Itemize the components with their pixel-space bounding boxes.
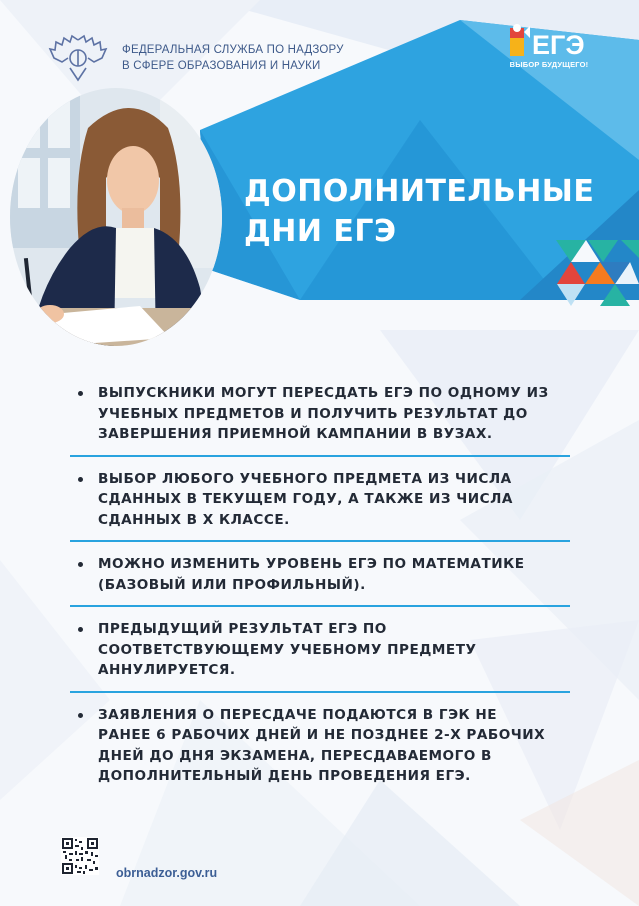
title-line-1: ДОПОЛНИТЕЛЬНЫЕ [244, 174, 595, 209]
list-item [70, 554, 570, 605]
item-line: МОЖНО ИЗМЕНИТЬ УРОВЕНЬ ЕГЭ ПО МАТЕМАТИКЕ [98, 556, 525, 572]
student-illustration [10, 88, 222, 346]
org-header [48, 32, 344, 84]
item-line: СДАННЫХ В ТЕКУЩЕМ ГОДУ, А ТАКЖЕ ИЗ ЧИСЛА [98, 491, 513, 507]
item-line: УЧЕБНЫХ ПРЕДМЕТОВ И ПОЛУЧИТЬ РЕЗУЛЬТАТ ДО [98, 405, 528, 422]
item-line: РАНЕЕ 6 РАБОЧИХ ДНЕЙ И НЕ ПОЗДНЕЕ 2-Х РАБОЧИХ [98, 727, 546, 743]
info-list [70, 383, 570, 797]
item-line: СДАННЫХ В Х КЛАССЕ. [98, 511, 290, 528]
list-item [70, 469, 570, 541]
page-title [244, 172, 604, 252]
divider [70, 605, 570, 607]
divider [70, 455, 570, 457]
item-line: АННУЛИРУЕТСЯ. [98, 662, 236, 678]
ege-slogan: ВЫБОР БУДУЩЕГО! [509, 60, 589, 69]
bullet-icon [78, 627, 83, 632]
item-line: СООТВЕТСТВУЮЩЕМУ УЧЕБНОМУ ПРЕДМЕТУ [98, 641, 477, 658]
org-name [122, 42, 344, 74]
title-line-2: ДНИ ЕГЭ [244, 214, 397, 249]
item-line: ВЫПУСКНИКИ МОГУТ ПЕРЕСДАТЬ ЕГЭ ПО ОДНОМУ ИЗ [98, 385, 549, 401]
item-line: ВЫБОР ЛЮБОГО УЧЕБНОГО ПРЕДМЕТА ИЗ ЧИСЛА [98, 470, 512, 487]
footer-website-link[interactable]: obrnadzor.gov.ru [116, 866, 218, 880]
bullet-icon [78, 391, 83, 396]
student-photo [10, 88, 222, 346]
eagle-emblem-icon [48, 32, 108, 84]
ege-logo-text: ЕГЭ [532, 30, 585, 60]
divider [70, 691, 570, 693]
bullet-icon [78, 713, 83, 718]
bullet-icon [78, 477, 83, 482]
org-name-line-1: ФЕДЕРАЛЬНАЯ СЛУЖБА ПО НАДЗОРУ [122, 44, 344, 56]
org-name-line-2: В СФЕРЕ ОБРАЗОВАНИЯ И НАУКИ [122, 60, 321, 72]
item-line: ДНЕЙ ДО ДНЯ ЭКЗАМЕНА, ПЕРЕСДАВАЕМОГО В [98, 747, 492, 764]
item-line: ЗАВЕРШЕНИЯ ПРИЕМНОЙ КАМПАНИИ В ВУЗАХ. [98, 426, 493, 442]
item-line: ЗАЯВЛЕНИЯ О ПЕРЕСДАЧЕ ПОДАЮТСЯ В ГЭК НЕ [98, 706, 498, 723]
list-item [70, 383, 570, 455]
item-line: (БАЗОВЫЙ ИЛИ ПРОФИЛЬНЫЙ). [98, 576, 366, 593]
qr-code-icon[interactable] [61, 837, 99, 875]
item-line: ДОПОЛНИТЕЛЬНЫЙ ДЕНЬ ПРОВЕДЕНИЯ ЕГЭ. [98, 768, 471, 784]
list-item [70, 619, 570, 691]
divider [70, 540, 570, 542]
list-item [70, 705, 570, 797]
bullet-icon [78, 562, 83, 567]
item-line: ПРЕДЫДУЩИЙ РЕЗУЛЬТАТ ЕГЭ ПО [98, 621, 387, 637]
